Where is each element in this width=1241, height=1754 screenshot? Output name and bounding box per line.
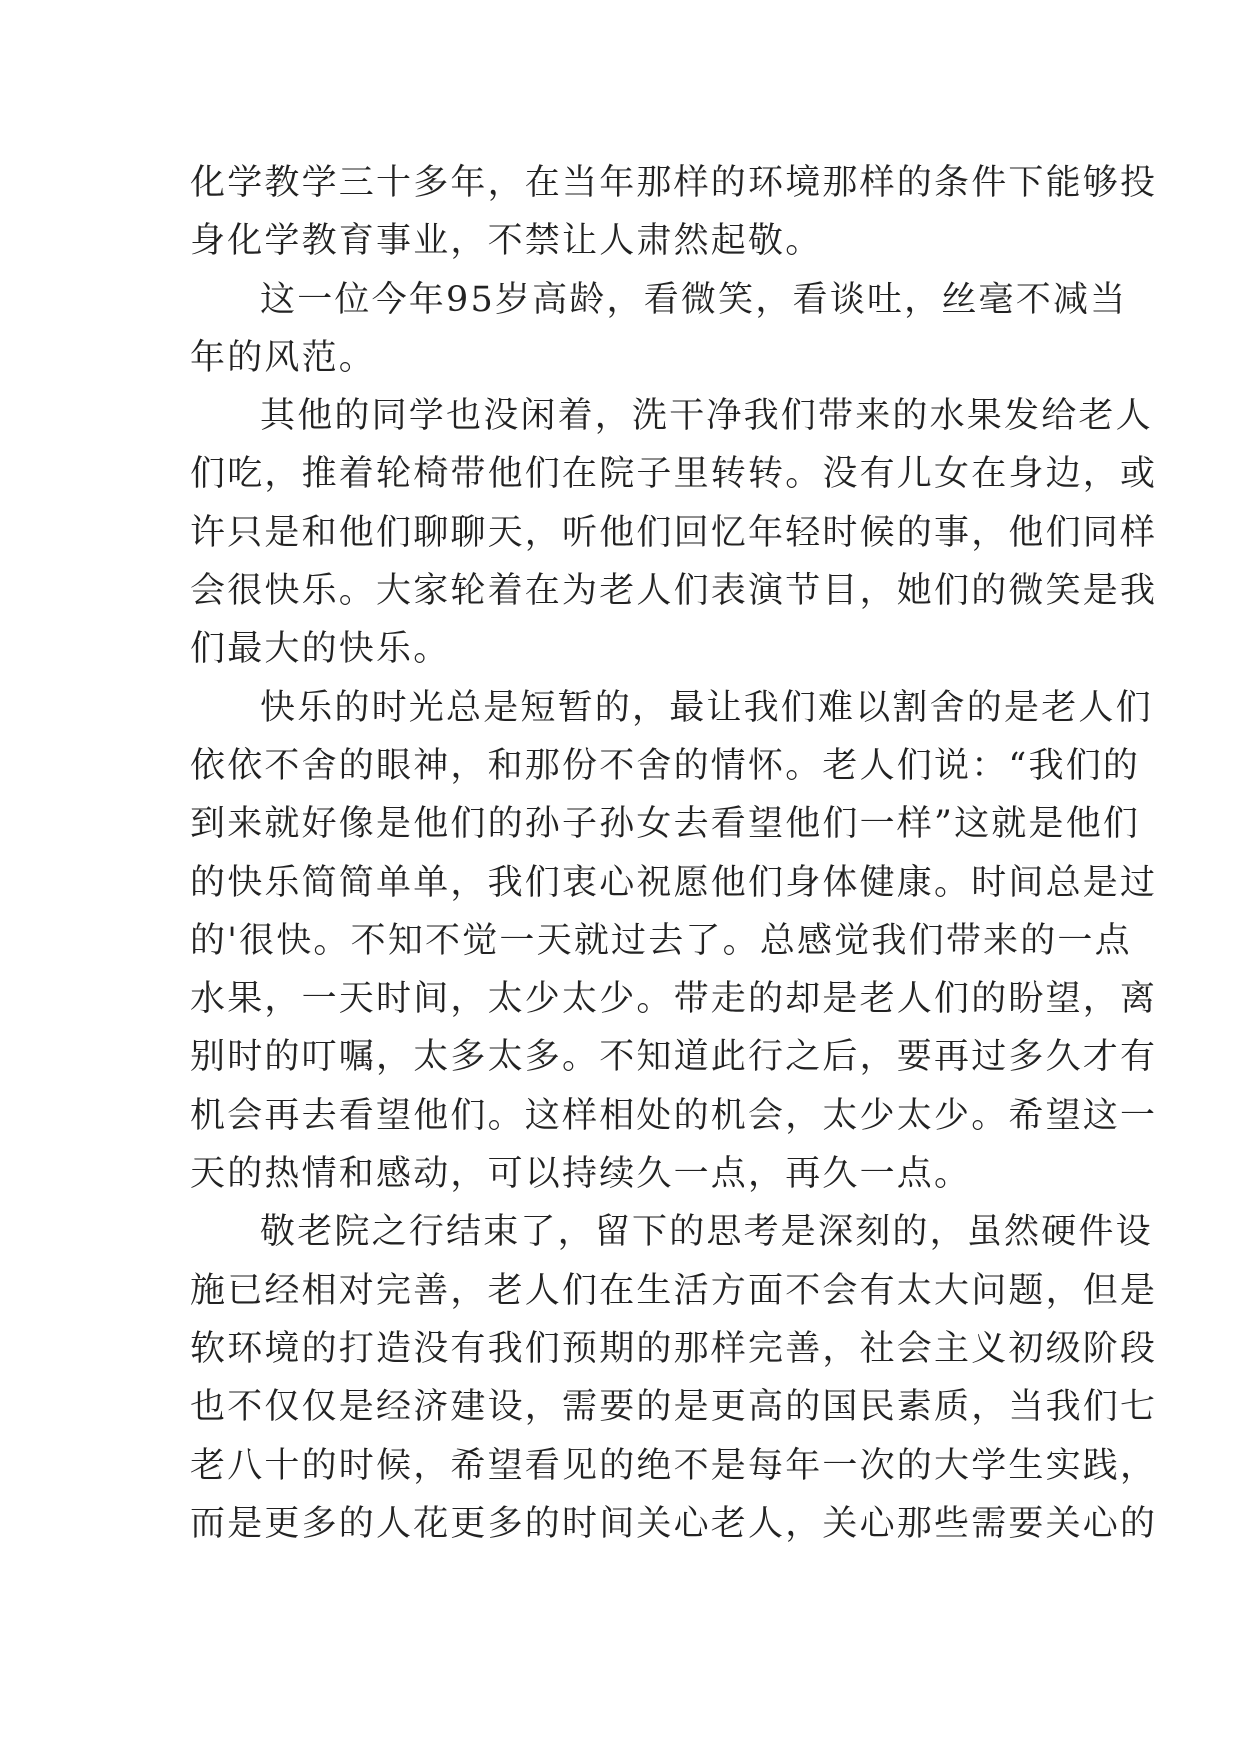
text-line: 到来就好像是他们的孙子孙女去看望他们一样”这就是他们 xyxy=(190,804,1141,845)
paragraph-first-line: 其他的同学也没闲着，洗干净我们带来的水果发给老人 xyxy=(260,396,1153,437)
text-line: 而是更多的人花更多的时间关心老人，关心那些需要关心的 xyxy=(190,1503,1158,1544)
paragraph-first-line: 这一位今年95岁高龄，看微笑，看谈吐，丝毫不减当 xyxy=(260,279,1128,320)
text-line: 化学教学三十多年，在当年那样的环境那样的条件下能够投 xyxy=(190,163,1158,203)
text-line: 的快乐简简单单，我们衷心祝愿他们身体健康。时间总是过 xyxy=(190,862,1158,903)
text-line: 也不仅仅是经济建设，需要的是更高的国民素质，当我们七 xyxy=(190,1387,1158,1428)
document-body xyxy=(190,154,1158,1553)
paragraph-first-line: 敬老院之行结束了，留下的思考是深刻的，虽然硬件设 xyxy=(260,1212,1153,1253)
paragraph-first-line: 快乐的时光总是短暂的，最让我们难以割舍的是老人们 xyxy=(260,687,1153,728)
text-line: 施已经相对完善，老人们在生活方面不会有太大问题，但是 xyxy=(190,1270,1158,1311)
text-line: 软环境的打造没有我们预期的那样完善，社会主义初级阶段 xyxy=(190,1328,1158,1369)
text-line: 机会再去看望他们。这样相处的机会，太少太少。希望这一 xyxy=(190,1095,1158,1136)
text-line: 老八十的时候，希望看见的绝不是每年一次的大学生实践， xyxy=(190,1445,1158,1486)
text-line: 天的热情和感动，可以持续久一点，再久一点。 xyxy=(190,1154,972,1195)
text-line: 许只是和他们聊聊天，听他们回忆年轻时候的事，他们同样 xyxy=(190,512,1158,553)
text-line: 水果，一天时间，太少太少。带走的却是老人们的盼望，离 xyxy=(190,979,1158,1020)
text-line: 年的风范。 xyxy=(190,337,377,378)
text-line: 身化学教育事业，不禁让人肃然起敬。 xyxy=(190,221,823,262)
text-line: 会很快乐。大家轮着在为老人们表演节目，她们的微笑是我 xyxy=(190,571,1158,612)
text-line: 们最大的快乐。 xyxy=(190,629,451,670)
text-line: 依依不舍的眼神，和那份不舍的情怀。老人们说：“我们的 xyxy=(190,745,1141,786)
text-line: 们吃，推着轮椅带他们在院子里转转。没有儿女在身边，或 xyxy=(190,454,1158,495)
text-line: 的'很快。不知不觉一天就过去了。总感觉我们带来的一点 xyxy=(190,920,1132,961)
text-line: 别时的叮嘱，太多太多。不知道此行之后，要再过多久才有 xyxy=(190,1037,1158,1078)
